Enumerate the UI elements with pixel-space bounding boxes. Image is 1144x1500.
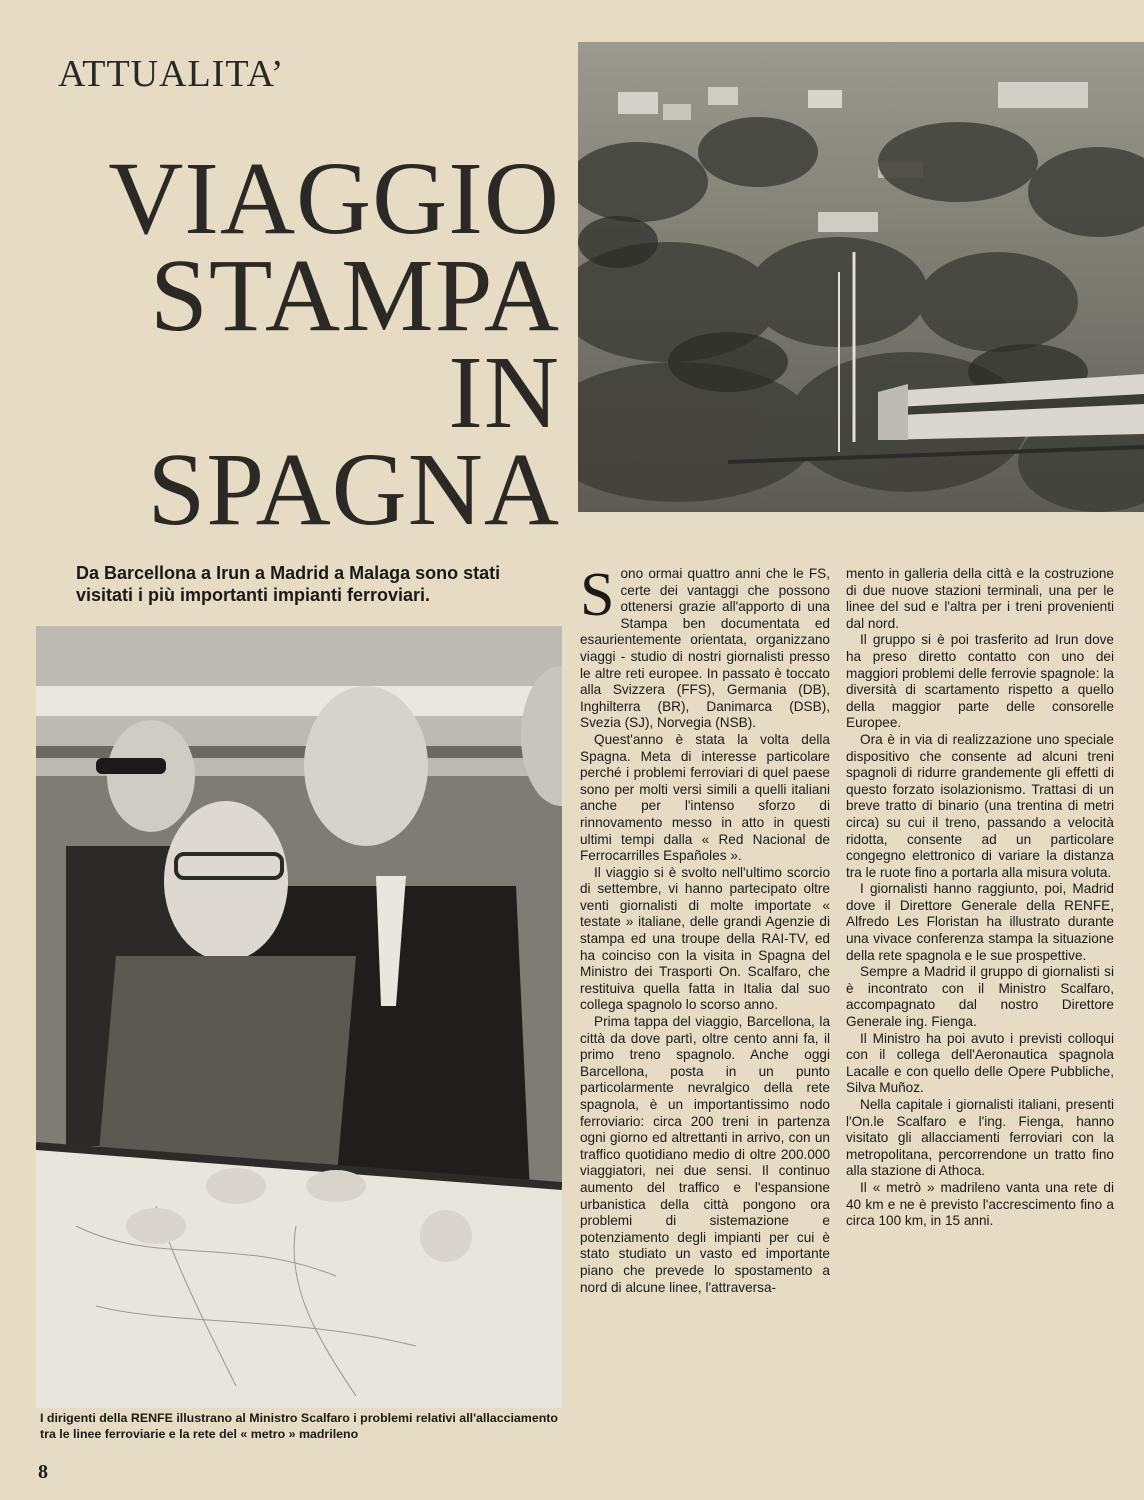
article-paragraph: mento in galleria della città e la costruzione di due nuove stazioni terminali, una per le linee del sud e l'altra per i treni provenienti dal nord.: [846, 566, 1114, 631]
train-landscape-image: [578, 42, 1144, 512]
article-paragraph: Ora è in via di realizzazione uno speciale dispositivo che consente ad alcuni treni spagnoli di ridurre grandemente gli effetti di questo forzato isolazionismo. Trattasi di un breve tratto di binario (una trentina di metri circa) su cui il treno, passando a velocità ridotta, consente ad un particolare congegno elettronico di variare la distanza tra le ruote fino a portarla alla misura voluta.: [846, 731, 1114, 880]
article-column-2: [846, 566, 1114, 1230]
lead-text: ono ormai quattro anni che le FS, certe dei vantaggi che possono ottenersi grazie all'apporto di una Stampa ben documentata ed esaurientemente orientata, organizzano viaggi - studio di nostri giornalisti presso le altre reti europee. In passato è toccato alla Svizzera (FFS), Germania (DB), Inghilterra (BR), Danimarca (DSB), Svezia (SJ), Norvegia (NSB).: [580, 566, 830, 731]
headline-line: SPAGNA: [147, 432, 560, 547]
article-paragraph: Il gruppo si è poi trasferito ad Irun dove ha preso diretto contatto con uno dei maggiori problemi delle ferrovie spagnole: la diversità di scartamento rispetto a quello della maggior parte delle consorelle Europee.: [846, 632, 1114, 731]
article-paragraph: Quest'anno è stata la volta della Spagna. Meta di interesse particolare perché i problemi ferroviari di quel paese sono per molti versi simili a quelli italiani anche per l'intenso sforzo di rinnovamento messo in atto in questi ultimi tempi dalla « Red Nacional de Ferrocarrilles Españoles ».: [580, 731, 830, 864]
article-paragraph: Prima tappa del viaggio, Barcellona, la città da dove partì, oltre cento anni fa, il primo treno spagnolo. Anche oggi Barcellona, posta in un punto particolarmente nevralgico della rete spagnola, è un importantissimo nodo ferroviario: circa 200 treni in partenza ogni giorno ed altrettanti in arrivo, con un traffico quotidiano medio di oltre 200.000 viaggiatori, nei due sensi. Il continuo aumento del traffico e l'espansione urbanistica della città pongono ora problemi di sistemazione e potenziamento degli impianti per cui è stato studiato un vasto ed importante piano che prevede lo spostamento a nord di alcune linee, l'attraversa-: [580, 1014, 830, 1295]
officials-map-image: [36, 626, 562, 1408]
article-paragraph: Sempre a Madrid il gruppo di giornalisti si è incontrato con il Ministro Scalfaro, accompagnato dal nostro Direttore Generale ing. Fienga.: [846, 964, 1114, 1030]
article-paragraph: Il Ministro ha poi avuto i previsti colloqui con il collega dell'Aeronautica spagnola Lacalle e con quello delle Opere Pubbliche, Silva Muñoz.: [846, 1030, 1114, 1096]
officials-photo: [36, 626, 562, 1408]
article-paragraph: Il viaggio si è svolto nell'ultimo scorcio di settembre, vi hanno partecipato oltre venti giornalisti di molte importate « testate » italiane, delle grandi Agenzie di stampa ed una troupe della RAI-TV, ed ha coinciso con la visita in Spagna del Ministro dei Trasporti On. Scalfaro, che restituiva quella fatta in Italia dal suo collega spagnolo lo scorso anno.: [580, 864, 830, 1013]
article-paragraph: Il « metrò » madrileno vanta una rete di 40 km e ne è previsto l'accrescimento fino a circa 100 km, in 15 anni.: [846, 1179, 1114, 1229]
section-label: ATTUALITA’: [58, 53, 285, 95]
article-column-1: [580, 561, 830, 1296]
article-paragraph: Nella capitale i giornalisti italiani, presenti l'On.le Scalfaro e l'ing. Fienga, hanno visitato gli allacciamenti ferroviari con la metropolitana, percorrendone un tratto fino alla stazione di Athoca.: [846, 1097, 1114, 1179]
headline-line: IN: [448, 335, 560, 450]
headline-line: VIAGGIO: [108, 141, 560, 256]
headline: [108, 141, 560, 547]
photo-caption: I dirigenti della RENFE illustrano al Ministro Scalfaro i problemi relativi all'allacciamento tra le linee ferroviarie e la rete del « metro » madrileno: [40, 1411, 558, 1441]
article-subhead: Da Barcellona a Irun a Madrid a Malaga sono stati visitati i più importanti impianti ferroviari.: [76, 563, 501, 605]
drop-cap: S: [580, 561, 615, 629]
article-paragraph: I giornalisti hanno raggiunto, poi, Madrid dove il Direttore Generale della RENFE, Alfredo Les Floristan ha illustrato durante una vivace conferenza stampa la situazione della rete spagnola e le sue prospettive.: [846, 881, 1114, 963]
headline-line: STAMPA: [149, 238, 560, 353]
train-photo: [578, 42, 1144, 512]
page-number: 8: [38, 1461, 48, 1483]
article-paragraph: [580, 561, 830, 732]
